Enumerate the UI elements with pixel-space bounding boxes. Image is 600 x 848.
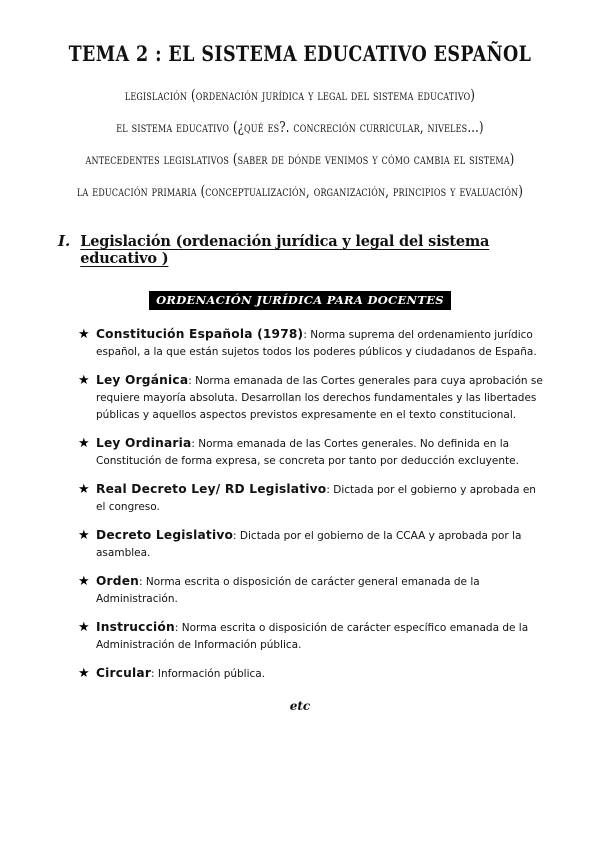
definition-body — [96, 573, 548, 608]
definition-body — [96, 665, 548, 683]
star-icon: ★ — [78, 666, 90, 681]
list-item — [52, 481, 548, 516]
list-item — [52, 619, 548, 654]
definition-text: : Información pública. — [151, 668, 266, 680]
star-icon: ★ — [78, 373, 90, 388]
definition-body — [96, 372, 548, 424]
list-item — [52, 527, 548, 562]
definition-term: Instrucción — [96, 620, 175, 634]
definition-term: Ley Ordinaria — [96, 436, 192, 450]
definition-text: : Norma escrita o disposición de carácter general emanada de la Administración. — [96, 576, 480, 605]
definition-body — [96, 326, 548, 361]
definition-term: Constitución Española (1978) — [96, 327, 304, 341]
star-icon: ★ — [78, 574, 90, 589]
banner-wrapper — [52, 289, 548, 310]
list-item — [52, 665, 548, 683]
star-icon: ★ — [78, 528, 90, 543]
definition-body — [96, 481, 548, 516]
highlighted-banner: ORDENACIÓN JURÍDICA PARA DOCENTES — [149, 291, 451, 310]
definition-list — [52, 326, 548, 683]
page-title: TEMA 2 : EL SISTEMA EDUCATIVO ESPAÑOL — [68, 42, 532, 67]
subtitle-item: antecedentes legislativos (saber de dónde venimos y cómo cambia el sistema) — [85, 150, 515, 168]
definition-text: : Norma emanada de las Cortes generales. No definida en la Constitución de forma expresa, se concreta por tanto por deducción excluyente. — [96, 438, 519, 467]
star-icon: ★ — [78, 620, 90, 635]
definition-text: : Dictada por el gobierno y aprobada en el congreso. — [96, 484, 536, 513]
closing-note: etc — [289, 699, 311, 713]
definition-text: : Norma suprema del ordenamiento jurídico español, a la que están sujetos todos los poderes públicos y ciudadanos de España. — [96, 329, 537, 358]
definition-term: Ley Orgánica — [96, 373, 189, 387]
definition-text: : Norma escrita o disposición de carácter específico emanada de la Administración de Información pública. — [96, 622, 529, 651]
definition-term: Decreto Legislativo — [96, 528, 234, 542]
list-item — [52, 573, 548, 608]
list-item — [52, 435, 548, 470]
subtitle-item: la educación primaria (conceptualización, organización, principios y evaluación) — [76, 182, 524, 200]
definition-text: : Norma emanada de las Cortes generales para cuya aprobación se requiere mayoría absoluta. Desarrollan los derechos fundamentales y las libertades públicas y aquellos aspectos previstos expresamente en el texto constitucional. — [96, 375, 543, 421]
definition-body — [96, 527, 548, 562]
definition-text: : Dictada por el gobierno de la CCAA y aprobada por la asamblea. — [96, 530, 522, 559]
list-item — [52, 372, 548, 424]
star-icon: ★ — [78, 482, 90, 497]
subtitle-list — [52, 88, 548, 198]
definition-term: Orden — [96, 574, 140, 588]
section-number: I. — [58, 232, 71, 250]
subtitle-item: el sistema educativo (¿qué es?. concreción curricular, niveles…) — [116, 118, 484, 136]
definition-term: Circular — [96, 666, 152, 680]
definition-body — [96, 435, 548, 470]
section-heading — [52, 232, 548, 267]
subtitle-item: legislación (ordenación jurídica y legal del sistema educativo) — [124, 86, 476, 104]
definition-body — [96, 619, 548, 654]
section-title: Legislación (ordenación jurídica y legal del sistema educativo ) — [80, 233, 490, 267]
list-item — [52, 326, 548, 361]
star-icon: ★ — [78, 436, 90, 451]
star-icon: ★ — [78, 327, 90, 342]
definition-term: Real Decreto Ley/ RD Legislativo — [96, 482, 327, 496]
